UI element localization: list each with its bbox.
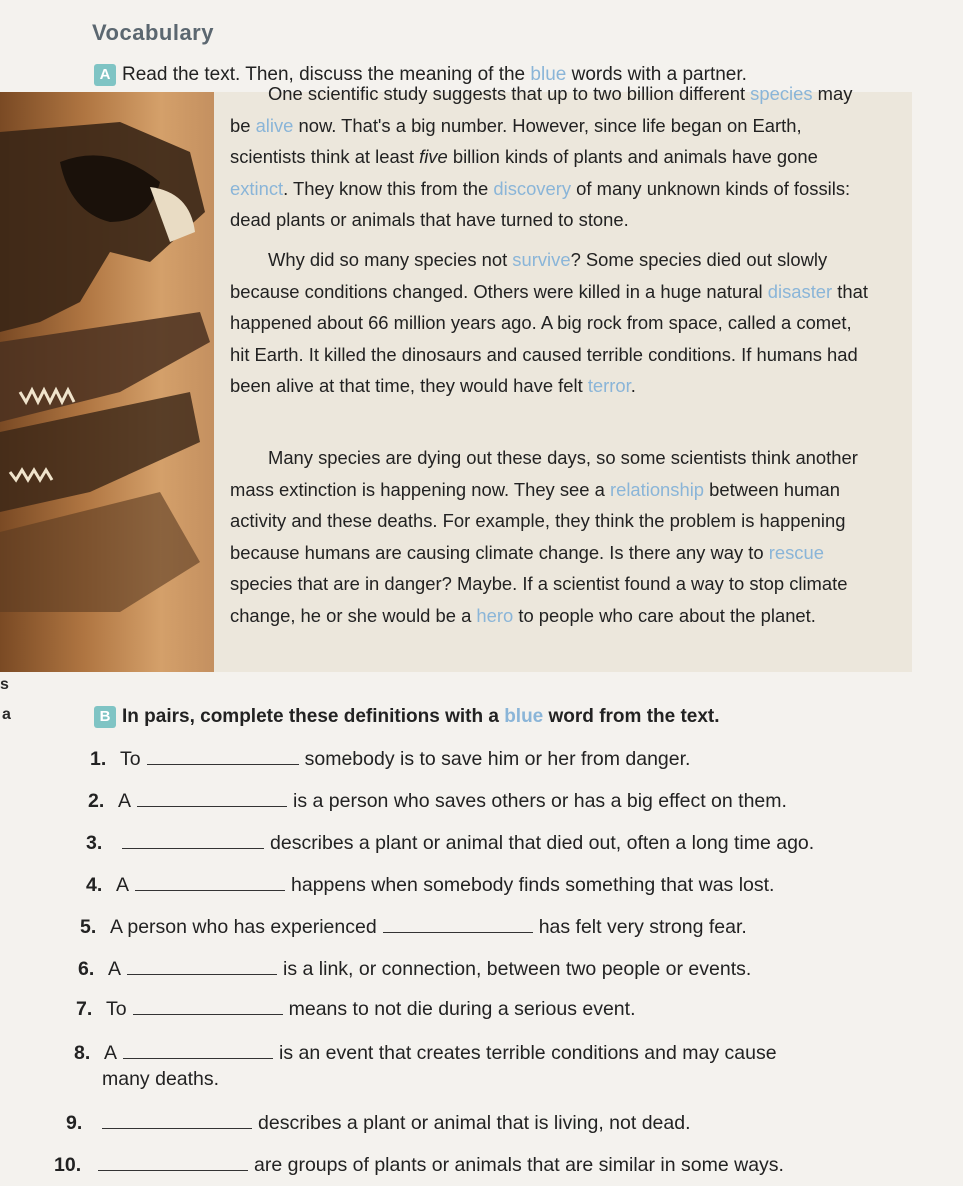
answer-blank[interactable] (135, 872, 285, 891)
item-post-text: is a link, or connection, between two people or events. (283, 958, 752, 980)
reading-text: may be (230, 83, 853, 136)
reading-paragraph-3 (230, 442, 870, 631)
item-number: 3. (86, 832, 103, 854)
answer-blank[interactable] (123, 1040, 273, 1059)
item-number: 10. (54, 1154, 82, 1176)
definition-item-10 (54, 1152, 784, 1177)
part-a-text-end: words with a partner. (566, 64, 747, 85)
item-pre-text: To (106, 998, 127, 1020)
reading-text: between human activity and these deaths. For example, they think the problem is happening because humans are causing climate change. Is there any way to (230, 478, 846, 563)
item-number: 1. (90, 748, 107, 770)
item-post-text: is a person who saves others or has a big effect on them. (293, 790, 787, 812)
reading-text: billion kinds of plants and animals have gone (447, 146, 818, 167)
reading-text: . They know this from the (283, 177, 494, 199)
paragraph-1 (230, 78, 870, 236)
item-post-text: has felt very strong fear. (538, 916, 747, 938)
part-b-text-blue: blue (504, 706, 544, 727)
item-pre-text: A (116, 874, 130, 896)
part-b-text-end: word from the text. (543, 706, 720, 727)
reading-panel (0, 83, 912, 672)
answer-blank[interactable] (133, 996, 283, 1015)
item-post-text: describes a plant or animal that died out, often a long time ago. (270, 832, 815, 854)
paragraph-2 (230, 244, 870, 402)
reading-text: Many species are dying out these days, so some scientists think another mass extinction is happening now. They see a (230, 447, 858, 500)
reading-text: . (630, 375, 636, 396)
definition-item-7 (76, 996, 636, 1021)
vocabulary-word: extinct (230, 177, 284, 199)
margin-letter-s: s (0, 676, 9, 693)
section-title: Vocabulary (92, 20, 214, 45)
item-number: 7. (76, 998, 93, 1020)
reading-text: ? Some species died out slowly because conditions changed. Others were killed in a huge natural (230, 249, 828, 302)
vocabulary-word: relationship (609, 478, 705, 500)
reading-paragraph-1 (230, 78, 870, 236)
answer-blank[interactable] (102, 1110, 252, 1129)
reading-text: to people who care about the planet. (513, 604, 816, 626)
reading-text: species that are in danger? Maybe. If a scientist found a way to stop climate change, he or she would be a (230, 573, 848, 626)
item-pre-text: A person who has experienced (110, 916, 377, 938)
item-number: 9. (66, 1112, 83, 1134)
definition-item-5 (80, 914, 747, 939)
reading-text: that happened about 66 million years ago. A big rock from space, called a comet, hit Earth. It killed the dinosaurs and caused terrible conditions. If humans had been alive at that time, they would have felt (230, 280, 868, 396)
item-post-text: means to not die during a serious event. (288, 998, 636, 1020)
definition-item-4 (86, 872, 774, 897)
definition-item-8 (74, 1040, 777, 1065)
part-a-text-blue: blue (530, 64, 567, 85)
item-post-text: are groups of plants or animals that are similar in some ways. (254, 1154, 784, 1176)
vocabulary-word: survive (512, 249, 571, 270)
definition-item-6 (78, 956, 751, 981)
answer-blank[interactable] (122, 830, 264, 849)
reading-text: Why did so many species not (268, 249, 513, 270)
item-pre-text: A (108, 958, 122, 980)
answer-blank[interactable] (137, 788, 287, 807)
item-number: 2. (88, 790, 105, 812)
vocabulary-word: terror (587, 375, 631, 396)
reading-text: One scientific study suggests that up to two billion different (268, 83, 751, 104)
item-post-text: somebody is to save him or her from danger. (304, 748, 691, 770)
definition-item-3 (86, 830, 814, 855)
vocabulary-word: alive (255, 114, 294, 136)
vocabulary-word: discovery (493, 177, 572, 199)
reading-paragraph-2 (230, 244, 870, 402)
part-a-text-start: Read the text. Then, discuss the meaning of the (122, 64, 531, 85)
reading-text: now. That's a big number. However, since life began on Earth, scientists think at least (230, 114, 802, 167)
definition-item-9 (66, 1110, 691, 1135)
item-number: 5. (80, 916, 97, 938)
item-number: 4. (86, 874, 103, 896)
answer-blank[interactable] (147, 746, 299, 765)
reading-text: of many unknown kinds of fossils: dead plants or animals that have turned to stone. (230, 177, 851, 230)
part-b-text-start: In pairs, complete these definitions with a (122, 706, 505, 727)
vocabulary-word: species (750, 83, 813, 104)
item-number: 8. (74, 1042, 91, 1064)
definition-item-8-continued: many deaths. (102, 1068, 220, 1090)
item-post-text: is an event that creates terrible conditions and may cause (279, 1042, 777, 1064)
margin-letter-a: a (2, 706, 11, 723)
dinosaur-skull-image (0, 92, 214, 672)
item-post-text: describes a plant or animal that is living, not dead. (258, 1112, 691, 1134)
answer-blank[interactable] (127, 956, 277, 975)
item-pre-text: To (120, 748, 141, 770)
part-a-badge: A (94, 64, 116, 86)
part-b-badge: B (94, 706, 116, 728)
definition-item-1 (90, 746, 690, 771)
item-number: 6. (78, 958, 95, 980)
item-pre-text: A (118, 790, 132, 812)
paragraph-3 (230, 442, 870, 631)
answer-blank[interactable] (383, 914, 533, 933)
item-post-text: happens when somebody finds something that was lost. (291, 874, 775, 896)
part-b-instruction (94, 706, 720, 728)
vocabulary-word: rescue (768, 541, 824, 563)
vocabulary-word: disaster (767, 280, 833, 302)
definition-item-2 (88, 788, 787, 813)
item-pre-text: A (104, 1042, 118, 1064)
dinosaur-skull-photo (0, 92, 214, 672)
answer-blank[interactable] (98, 1152, 248, 1171)
reading-text: five (419, 146, 448, 167)
vocabulary-word: hero (476, 604, 514, 626)
